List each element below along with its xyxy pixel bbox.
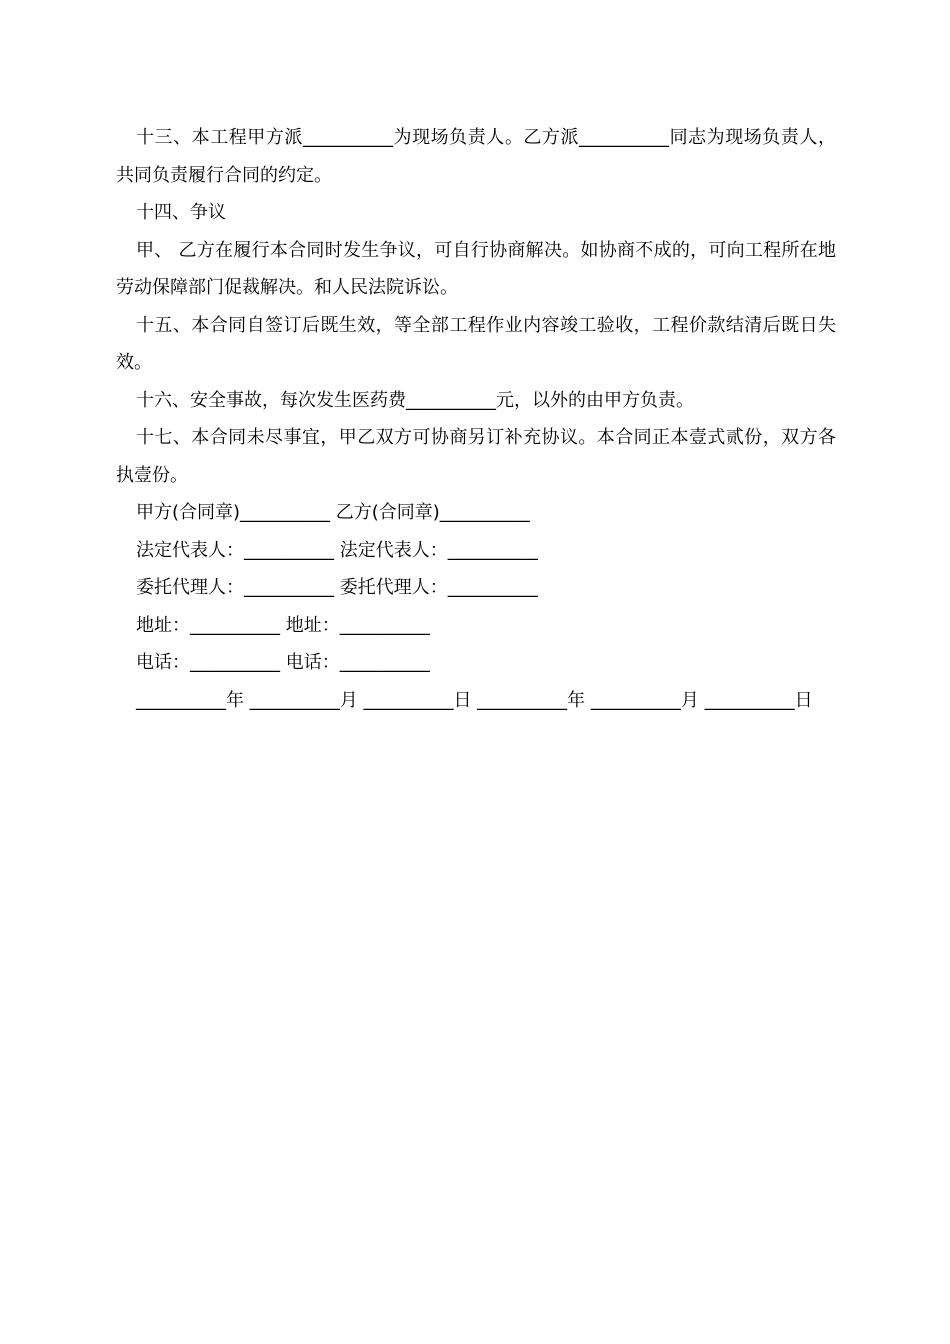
signature-representative-line: 法定代表人：__________ 法定代表人：__________ (136, 539, 538, 561)
clause-14-heading: 十四、争议 (136, 202, 226, 223)
signature-agent-line: 委托代理人：__________ 委托代理人：__________ (136, 577, 538, 598)
signature-address-line: 地址：__________ 地址：__________ (136, 614, 430, 636)
clause-16: 十六、安全事故，每次发生医药费__________元，以外的由甲方负责。 (136, 389, 694, 411)
clause-13: 十三、本工程甲方派__________为现场负责人。乙方派__________同志为现场负责人，共同负责履行合同的约定。 (116, 127, 836, 186)
document-body (116, 119, 836, 719)
clause-14-text: 甲、 乙方在履行本合同时发生争议，可自行协商解决。如协商不成的，可向工程所在地劳动保障部门促裁解决。和人民法院诉讼。 (116, 239, 836, 298)
signature-phone-line: 电话：__________ 电话：__________ (136, 652, 430, 673)
signature-date-line: __________年 __________月 __________日 __________年 __________月 __________日 (136, 689, 813, 711)
clause-15: 十五、本合同自签订后既生效，等全部工程作业内容竣工验收，工程价款结清后既日失效。 (116, 314, 836, 373)
signature-seal-line: 甲方(合同章)__________ 乙方(合同章)__________ (136, 502, 530, 523)
clause-17: 十七、本合同未尽事宜，甲乙双方可协商另订补充协议。本合同正本壹式贰份，双方各执壹份。 (116, 427, 836, 486)
